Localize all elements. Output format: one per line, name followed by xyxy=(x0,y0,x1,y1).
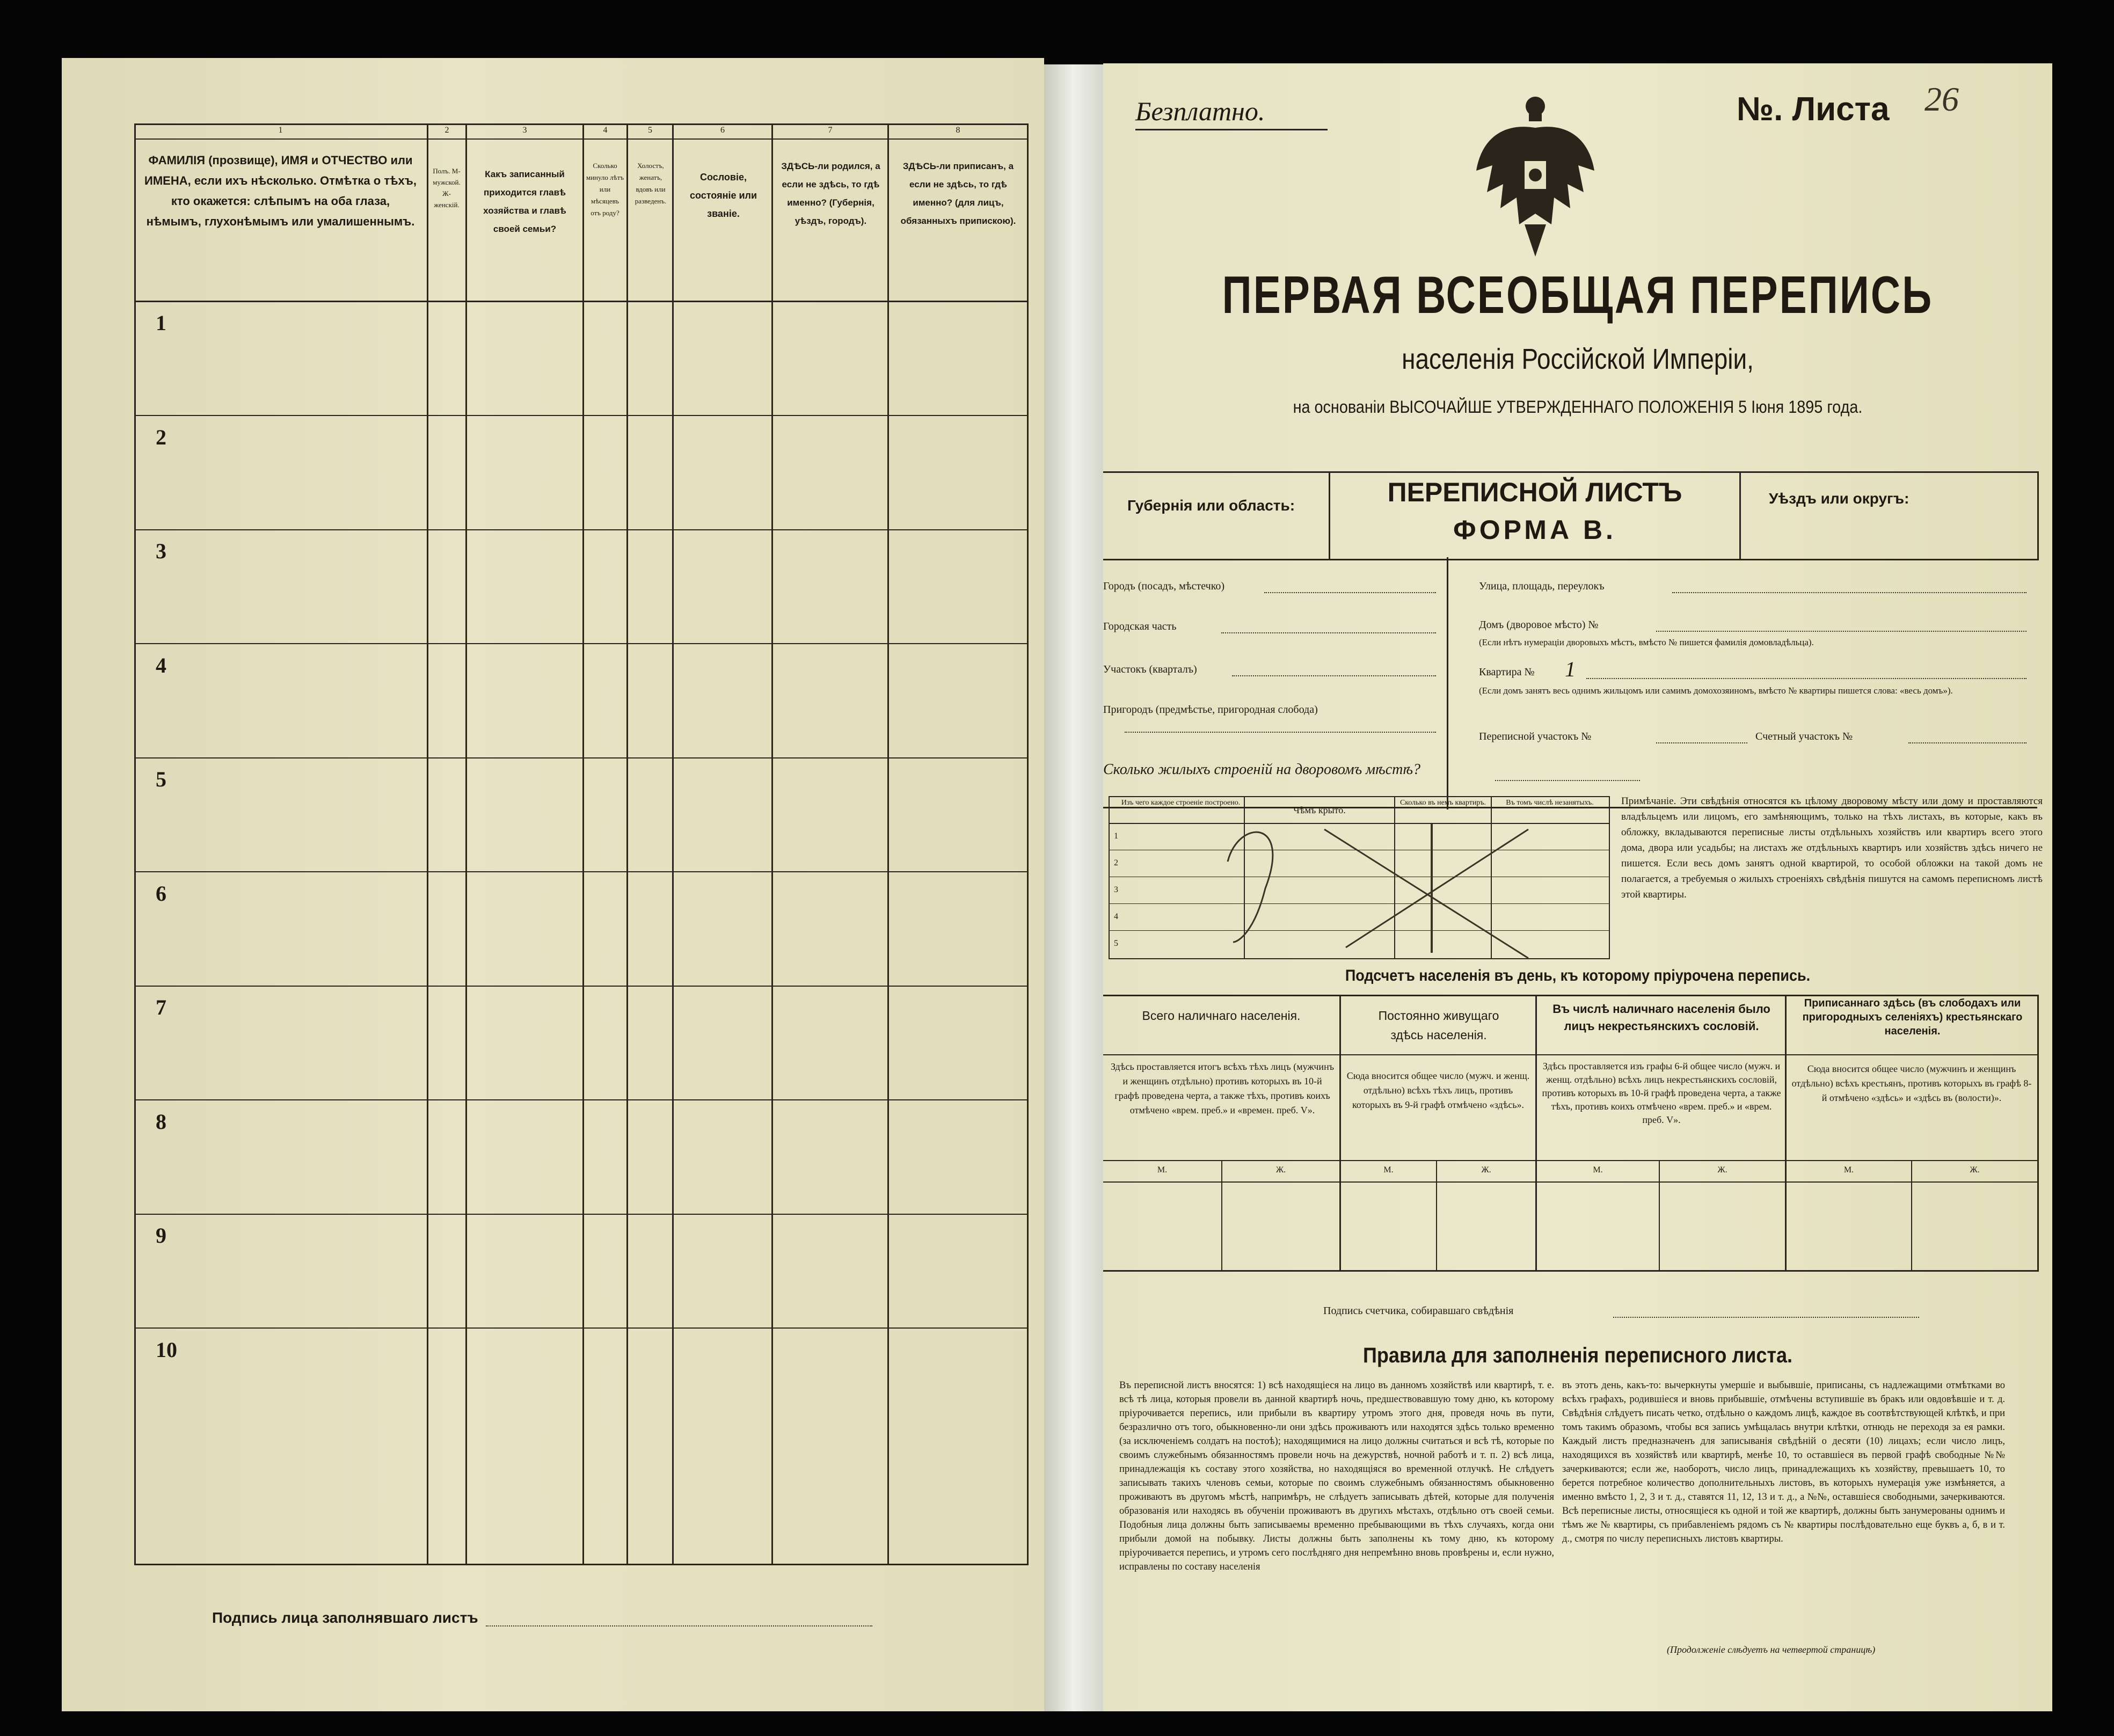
prigorod-field[interactable] xyxy=(1125,732,1436,733)
col-num-4: 4 xyxy=(603,126,608,135)
rules-continued: (Продолженіе слѣдуетъ на четвертой страницѣ) xyxy=(1667,1644,1876,1655)
count-m-label: М. xyxy=(1157,1165,1168,1175)
row-number: 3 xyxy=(156,539,166,563)
gorod-field[interactable] xyxy=(1264,592,1436,593)
stroeniy-field[interactable] xyxy=(1495,780,1640,781)
col-num-5: 5 xyxy=(648,126,652,135)
filler-signature-line[interactable] xyxy=(486,1625,872,1626)
row-number: 6 xyxy=(156,881,166,906)
buildings-row-num: 2 xyxy=(1114,858,1118,867)
buildings-col-empty: Въ томъ числѣ незанятыхъ. xyxy=(1506,799,1594,807)
buildings-col-roof: Чѣмъ крыто. xyxy=(1293,805,1346,815)
counter-signature-label: Подпись счетчика, собиравшаго свѣдѣнія xyxy=(1323,1305,1514,1317)
buildings-row-num: 4 xyxy=(1114,912,1118,921)
perepis-uch-field[interactable] xyxy=(1656,742,1747,743)
buildings-row-num: 5 xyxy=(1114,939,1118,948)
persons-table xyxy=(134,123,1029,1565)
kvartira-note: (Если домъ занятъ весь однимъ жильцомъ или самимъ домохозяиномъ, вмѣсто № квартиры пишется слова: «весь домъ»). xyxy=(1479,685,1953,696)
col-num-7: 7 xyxy=(828,126,833,135)
free-underline xyxy=(1135,129,1328,130)
count-col-head: Приписаннаго здѣсь (въ слободахъ или пригородныхъ селеніяхъ) крестьянскаго населенія. xyxy=(1802,997,2023,1037)
sheet-number-value[interactable]: 26 xyxy=(1925,80,1959,118)
rules-title: Правила для заполненія переписного листа. xyxy=(1362,1344,1793,1367)
perepis-uch-label: Переписной участокъ № xyxy=(1479,731,1592,742)
col-header-4: Сколько минуло лѣтъ или мѣсяцевъ отъ роду? xyxy=(586,162,624,217)
dom-field[interactable] xyxy=(1656,631,2026,632)
count-col-desc: Здѣсь проставляется итогъ всѣхъ тѣхъ лицъ (мужчинъ и женщинъ отдѣльно) противъ которыхъ въ 10-й графѣ проведена черта, а также тѣхъ, противъ коихъ отмѣчено «врем. преб.» и «времен. преб. V». xyxy=(1110,1061,1335,1115)
gorod-label: Городъ (посадъ, мѣстечко) xyxy=(1103,580,1225,592)
rules-column-1: Въ переписной листъ вносятся: 1) всѣ находящіеся на лицо въ данномъ хозяйствѣ или квартирѣ, т. е. всѣ тѣ лица, которыя провели въ данной квартирѣ ночь, предшествовавшую тому дню, къ которому пріурочивается перепись, или прибыли въ квартиру утромъ этого дня, проведя ночь въ пути, безразлично отъ того, обыкновенно-ли они здѣсь проживаютъ или находятся здѣсь только временно (за исключеніемъ солдатъ на постоѣ); находящимися на лицо должны считаться и всѣ тѣ, которые по своимъ служебнымъ обязанностямъ провели ночь на дежурствѣ, ночной работѣ и т. п. 2) всѣ лица, принадлежащія къ составу этого хозяйства, но находящіяся во временной отлучкѣ. Не слѣдуетъ записывать такихъ членовъ семьи, которые по своимъ служебнымъ обязанностямъ обыкновенно проживаютъ въ другомъ мѣстѣ, напримѣръ, не слѣдуетъ записывать дѣтей, которые для полученія образованія или находясь въ обученіи проживаютъ въ другихъ мѣстахъ, отдѣльно отъ своей семьи. Подобныя лица должны быть записываемы временно пребывающими въ тѣхъ случаяхъ, когда они прибыли домой на побывку. Листы должны быть заполнены къ тому дню, къ которому пріурочивается перепись, и утромъ сего послѣдняго дня непремѣнно вновь провѣрены и, если нужно, исправлены по составу населенія xyxy=(1119,1380,1554,1572)
counter-signature-line[interactable] xyxy=(1613,1317,1919,1318)
dom-note: (Если нѣтъ нумераціи дворовыхъ мѣстъ, вмѣсто № пишется фамилія домовладѣльца). xyxy=(1479,637,1814,647)
count-col-desc: Здѣсь проставляется изъ графы 6-й общее число (мужч. и женщ. отдѣльно) всѣхъ лицъ некрестьянскихъ сословій, противъ которыхъ въ 10-й графѣ проведена черта, а также тѣхъ, противъ коихъ отмѣчено «врем. преб.» и «врем. преб. V». xyxy=(1542,1061,1781,1125)
count-zh-label: Ж. xyxy=(1275,1165,1286,1175)
chast-label: Городская часть xyxy=(1103,621,1177,632)
row-number: 7 xyxy=(156,995,166,1019)
count-col-head: Постоянно живущаго здѣсь населенія. xyxy=(1378,1009,1499,1042)
buildings-col-flats: Сколько въ немъ квартиръ. xyxy=(1399,799,1486,807)
col-header-7: ЗДѢСЬ-ли родился, а если не здѣсь, то гдѣ именно? (Губернія, уѣздъ, городъ). xyxy=(781,161,880,226)
row-number: 2 xyxy=(156,425,166,449)
count-col-head: Въ числѣ наличнаго населенія было лицъ некрестьянскихъ сословій. xyxy=(1552,1002,1770,1033)
count-m-label: М. xyxy=(1593,1165,1603,1175)
row-number: 8 xyxy=(156,1110,166,1134)
dom-label: Домъ (дворовое мѣсто) № xyxy=(1479,619,1599,631)
col-num-6: 6 xyxy=(720,126,725,135)
ulitsa-label: Улица, площадь, переулокъ xyxy=(1479,580,1605,592)
gubernia-label: Губернія или область: xyxy=(1127,497,1295,514)
free-label: Безплатно. xyxy=(1135,96,1265,126)
count-col-head: Всего наличнаго населенія. xyxy=(1142,1009,1301,1023)
buildings-col-material: Изъ чего каждое строеніе построено. xyxy=(1121,799,1241,807)
count-col-desc: Сюда вносится общее число (мужч. и женщ. отдѣльно) всѣхъ тѣхъ лицъ, противъ которыхъ въ 9-й графѣ отмѣчено «здѣсь». xyxy=(1346,1070,1530,1110)
col-header-3: Какъ записанный приходится главѣ хозяйства и главѣ своей семьи? xyxy=(483,169,566,234)
kvartira-label: Квартира № xyxy=(1479,666,1535,678)
kvartira-value[interactable]: 1 xyxy=(1565,657,1576,681)
buildings-row-num: 3 xyxy=(1114,885,1118,894)
col-num-8: 8 xyxy=(956,126,960,135)
count-m-label: М. xyxy=(1383,1165,1394,1175)
form-label: ФОРМА В. xyxy=(1453,515,1616,545)
sheet-type-title: ПЕРЕПИСНОЙ ЛИСТЪ xyxy=(1387,477,1682,507)
schet-uch-label: Счетный участокъ № xyxy=(1755,731,1853,742)
col-num-1: 1 xyxy=(278,126,283,135)
col-num-2: 2 xyxy=(444,126,449,135)
col-header-1: ФАМИЛІЯ (прозвище), ИМЯ и ОТЧЕСТВО или ИМЕНА, если ихъ нѣсколько. Отмѣтка о тѣхъ, кто окажется: слѣпымъ на оба глаза, нѣмымъ, глухонѣмымъ или умалишеннымъ. xyxy=(144,154,417,228)
col-header-2: Полъ. М-мужской. Ж-женскій. xyxy=(433,167,461,209)
row-number: 10 xyxy=(156,1338,177,1362)
sheet-number-label: №. Листа xyxy=(1737,91,1890,128)
uezd-label: Уѣздъ или округъ: xyxy=(1769,490,1909,507)
row-number: 9 xyxy=(156,1223,166,1248)
right-page xyxy=(1103,63,2052,1711)
filler-signature-label: Подпись лица заполнявшаго листъ xyxy=(212,1609,478,1626)
imperial-eagle-icon xyxy=(1466,90,1605,262)
crossed-out-mark xyxy=(1206,808,1550,964)
ulitsa-field[interactable] xyxy=(1672,592,2026,593)
buildings-row-num: 1 xyxy=(1114,831,1118,841)
row-number: 1 xyxy=(156,311,166,335)
count-zh-label: Ж. xyxy=(1481,1165,1491,1175)
census-subtitle: населенія Россійской Имперіи, xyxy=(1402,343,1754,375)
schet-uch-field[interactable] xyxy=(1908,742,2026,743)
chast-field[interactable] xyxy=(1221,632,1436,633)
count-table xyxy=(1103,995,2039,1272)
count-col-desc: Сюда вносится общее число (мужчинъ и женщинъ отдѣльно) всѣхъ крестьянъ, противъ которыхъ въ графѣ 8-й отмѣчено «здѣсь» и «здѣсь въ (волости)». xyxy=(1791,1063,2032,1103)
col-header-8: ЗДѢСЬ-ли приписанъ, а если не здѣсь, то гдѣ именно? (для лицъ, обязанныхъ припискою). xyxy=(900,161,1016,226)
row-number: 5 xyxy=(156,767,166,791)
stroeniy-question: Сколько жилыхъ строеній на дворовомъ мѣстѣ? xyxy=(1103,761,1421,778)
prigorod-label: Пригородъ (предмѣстье, пригородная слобода) xyxy=(1103,704,1318,716)
uchastok-field[interactable] xyxy=(1232,675,1436,676)
count-m-label: М. xyxy=(1843,1165,1854,1175)
count-zh-label: Ж. xyxy=(1970,1165,1980,1175)
col-header-5: Холостъ, женатъ, вдовъ или разведенъ. xyxy=(635,162,667,205)
col-num-3: 3 xyxy=(522,126,527,135)
census-basis: на основаніи ВЫСОЧАЙШЕ УТВЕРЖДЕННАГО ПОЛОЖЕНІЯ 5 Іюня 1895 года. xyxy=(1293,397,1863,417)
uchastok-label: Участокъ (кварталъ) xyxy=(1103,663,1197,675)
rules-column-2: въ этотъ день, какъ-то: вычеркнуты умершіе и выбывшіе, приписаны, съ надлежащими отмѣтками во всѣхъ графахъ, родившіеся и вновь прибывшіе, отмѣчены вступившіе въ бракъ или овдовѣвшіе и т. д. Свѣдѣнія слѣдуетъ писать четко, отдѣльно о каждомъ лицѣ, каждое въ соотвѣтствующей клѣткѣ, и при томъ такимъ образомъ, чтобы вся запись умѣщалась внутри клѣтки, отнюдь не переходя за ея рамки. Каждый листъ предназначенъ для записыванія свѣдѣній о десяти (10) лицахъ; если число лицъ, находящихся въ хозяйствѣ или квартирѣ, менѣе 10, то оставшіеся въ первой графѣ свободные №№ зачеркиваются; если же, наоборотъ, число лицъ, принадлежащихъ къ хозяйству, превышаетъ 10, то берется потребное количество дополнительныхъ листовъ, въ которыхъ нумерація уже измѣняется, а именно вмѣсто 1, 2, 3 и т. д., ставятся 11, 12, 13 и т. д., а №№, оставшіеся свободными, зачеркиваются. Всѣ переписные листы, относящіеся къ одной и той же квартирѣ, должны быть занумерованы однимъ и тѣмъ же № квартиры, съ прибавленіемъ рядомъ съ № квартиры послѣдовательно еще буквъ а, б, в и т. д., смотря по числу переписныхъ листовъ квартиры. xyxy=(1562,1380,2005,1544)
kvartira-field[interactable] xyxy=(1586,678,2026,679)
count-zh-label: Ж. xyxy=(1717,1165,1727,1175)
col-header-6: Сословіе, состояніе или званіе. xyxy=(689,172,757,219)
book-gutter xyxy=(1044,64,1103,1711)
buildings-table xyxy=(1109,796,1610,959)
count-title: Подсчетъ населенія въ день, къ которому пріурочена перепись. xyxy=(1345,967,1811,984)
census-title: ПЕРВАЯ ВСЕОБЩАЯ ПЕРЕПИСЬ xyxy=(1222,265,1934,324)
buildings-note: Примѣчаніе. Эти свѣдѣнія относятся къ цѣлому дворовому мѣсту или дому и проставляются владѣльцемъ или лицомъ, его замѣняющимъ, только на тѣхъ листахъ, въ которые, какъ въ обложку, вкладываются переписные листы отдѣльныхъ хозяйствъ или квартиръ всего этого дома, двора или усадьбы; на листахъ же отдѣльныхъ квартиръ или хозяйствъ здѣсь ничего не пишется. Если весь домъ занятъ одной квартирой, то особой обложки на такой домъ не полагается, а требуемыя о жилыхъ строеніяхъ свѣдѣнія пишутся на самомъ переписномъ листѣ этой квартиры. xyxy=(1621,796,2043,900)
left-page xyxy=(62,58,1044,1711)
row-number: 4 xyxy=(156,653,166,677)
